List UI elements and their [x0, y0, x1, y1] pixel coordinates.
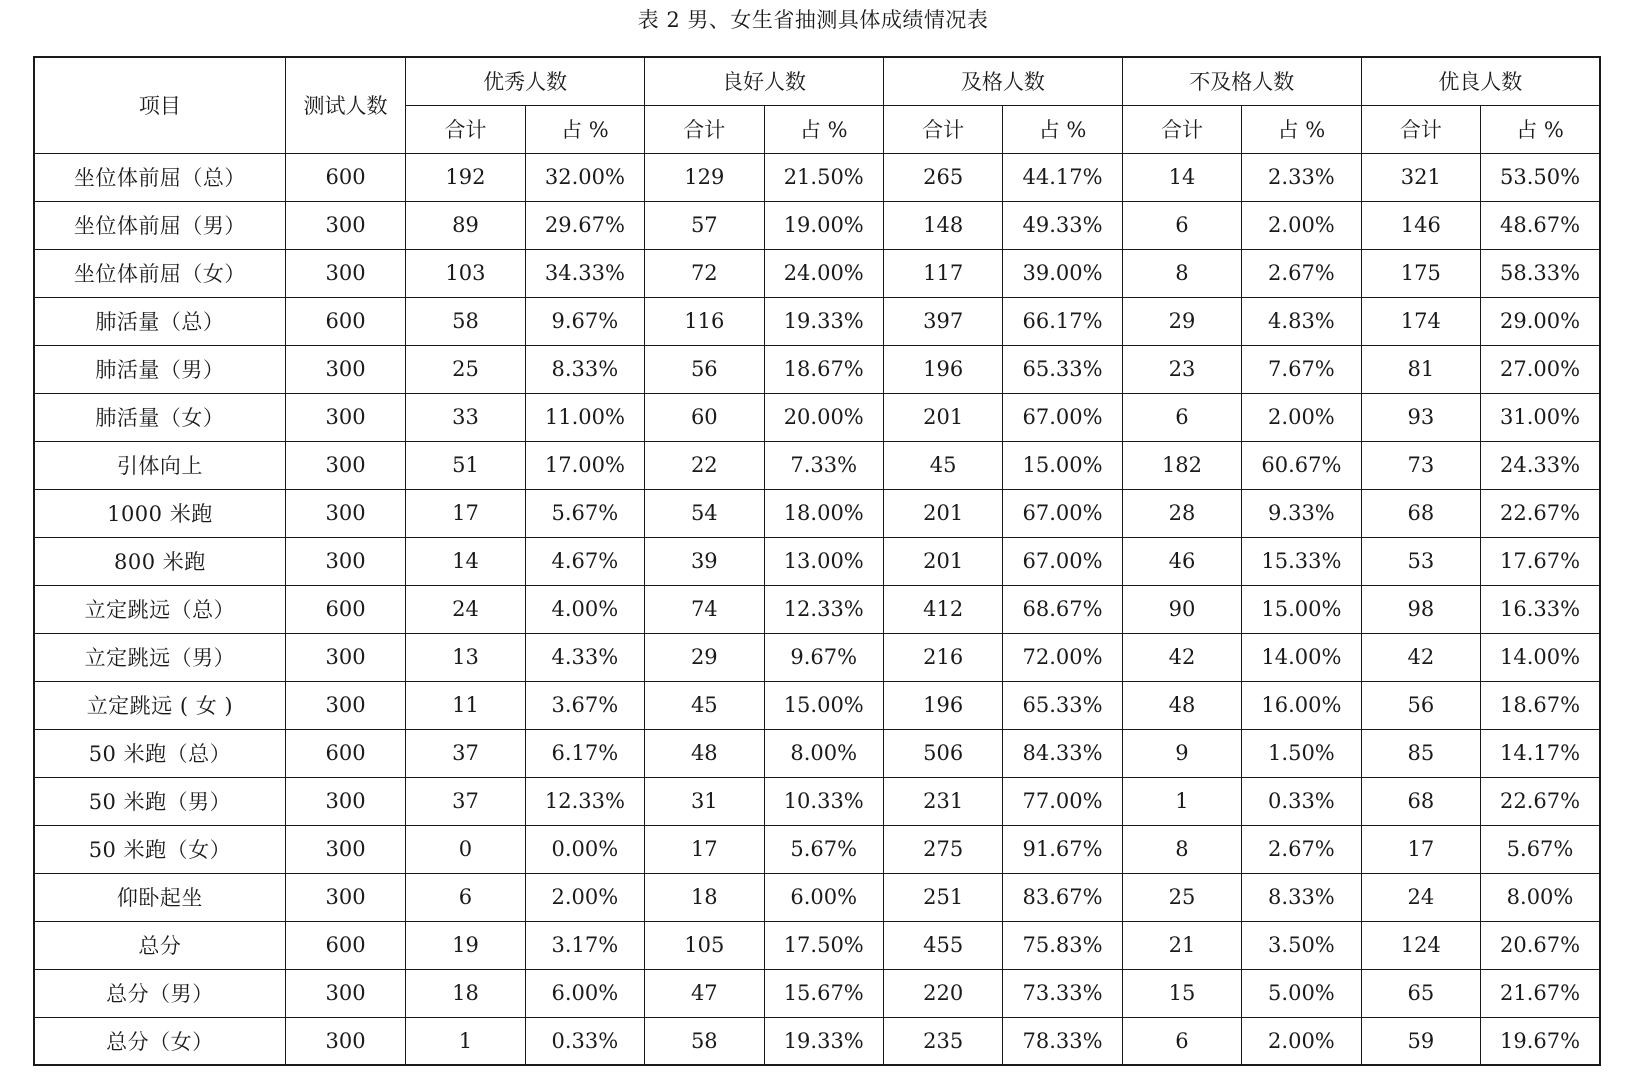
cell-pass-total: 506: [883, 729, 1002, 777]
header-sub-percent: 占 %: [1003, 105, 1122, 153]
cell-pass-percent: 67.00%: [1003, 393, 1122, 441]
table-row: [34, 393, 1600, 441]
row-item-name: 总分: [34, 921, 285, 969]
row-item-name: 引体向上: [34, 441, 285, 489]
cell-good-percent: 17.50%: [764, 921, 883, 969]
cell-excellent-total: 103: [406, 249, 525, 297]
cell-excellent-percent: 3.17%: [525, 921, 644, 969]
cell-fail-percent: 9.33%: [1242, 489, 1361, 537]
cell-excellent-percent: 11.00%: [525, 393, 644, 441]
row-item-name: 肺活量（女）: [34, 393, 285, 441]
cell-good-percent: 19.00%: [764, 201, 883, 249]
cell-fail-total: 48: [1122, 681, 1241, 729]
cell-fail-percent: 5.00%: [1242, 969, 1361, 1017]
cell-fail-total: 28: [1122, 489, 1241, 537]
cell-pass-total: 196: [883, 345, 1002, 393]
row-item-name: 总分（女）: [34, 1017, 285, 1065]
cell-excellent-good-percent: 22.67%: [1481, 489, 1600, 537]
cell-pass-percent: 73.33%: [1003, 969, 1122, 1017]
cell-good-percent: 15.67%: [764, 969, 883, 1017]
table-row: [34, 969, 1600, 1017]
cell-excellent-good-total: 24: [1361, 873, 1480, 921]
cell-pass-percent: 84.33%: [1003, 729, 1122, 777]
cell-good-percent: 10.33%: [764, 777, 883, 825]
cell-excellent-good-percent: 17.67%: [1481, 537, 1600, 585]
table-row: [34, 777, 1600, 825]
cell-fail-percent: 3.50%: [1242, 921, 1361, 969]
cell-pass-percent: 15.00%: [1003, 441, 1122, 489]
cell-fail-total: 6: [1122, 201, 1241, 249]
cell-good-total: 48: [645, 729, 764, 777]
row-test-count: 300: [285, 1017, 405, 1065]
row-test-count: 300: [285, 777, 405, 825]
row-test-count: 300: [285, 873, 405, 921]
cell-excellent-percent: 34.33%: [525, 249, 644, 297]
table-row: [34, 201, 1600, 249]
cell-pass-total: 196: [883, 681, 1002, 729]
cell-pass-total: 148: [883, 201, 1002, 249]
cell-excellent-total: 192: [406, 153, 525, 201]
row-item-name: 立定跳远 ( 女 ): [34, 681, 285, 729]
cell-good-total: 60: [645, 393, 764, 441]
table-row: [34, 441, 1600, 489]
row-item-name: 800 米跑: [34, 537, 285, 585]
cell-fail-total: 42: [1122, 633, 1241, 681]
cell-excellent-good-percent: 8.00%: [1481, 873, 1600, 921]
cell-pass-percent: 66.17%: [1003, 297, 1122, 345]
row-item-name: 仰卧起坐: [34, 873, 285, 921]
cell-excellent-percent: 0.33%: [525, 1017, 644, 1065]
cell-excellent-percent: 12.33%: [525, 777, 644, 825]
header-item: 项目: [34, 57, 285, 153]
cell-fail-percent: 8.33%: [1242, 873, 1361, 921]
cell-fail-total: 23: [1122, 345, 1241, 393]
row-item-name: 50 米跑（总）: [34, 729, 285, 777]
cell-good-percent: 8.00%: [764, 729, 883, 777]
cell-excellent-good-percent: 5.67%: [1481, 825, 1600, 873]
row-test-count: 300: [285, 249, 405, 297]
row-item-name: 立定跳远（男）: [34, 633, 285, 681]
table-row: [34, 585, 1600, 633]
cell-excellent-good-percent: 16.33%: [1481, 585, 1600, 633]
cell-fail-total: 1: [1122, 777, 1241, 825]
cell-excellent-total: 18: [406, 969, 525, 1017]
row-item-name: 坐位体前屈（总）: [34, 153, 285, 201]
cell-fail-percent: 60.67%: [1242, 441, 1361, 489]
cell-good-percent: 18.67%: [764, 345, 883, 393]
cell-excellent-good-percent: 48.67%: [1481, 201, 1600, 249]
header-group-fail: 不及格人数: [1122, 57, 1361, 105]
cell-excellent-good-percent: 31.00%: [1481, 393, 1600, 441]
cell-excellent-good-percent: 29.00%: [1481, 297, 1600, 345]
cell-fail-percent: 2.00%: [1242, 201, 1361, 249]
cell-good-total: 47: [645, 969, 764, 1017]
cell-excellent-good-total: 175: [1361, 249, 1480, 297]
cell-excellent-good-total: 56: [1361, 681, 1480, 729]
cell-good-percent: 7.33%: [764, 441, 883, 489]
cell-fail-percent: 15.33%: [1242, 537, 1361, 585]
cell-excellent-good-total: 17: [1361, 825, 1480, 873]
cell-fail-percent: 4.83%: [1242, 297, 1361, 345]
cell-excellent-good-percent: 24.33%: [1481, 441, 1600, 489]
cell-fail-total: 6: [1122, 393, 1241, 441]
cell-fail-total: 21: [1122, 921, 1241, 969]
header-test-count: 测试人数: [285, 57, 405, 153]
table-row: [34, 681, 1600, 729]
cell-pass-percent: 75.83%: [1003, 921, 1122, 969]
cell-excellent-total: 58: [406, 297, 525, 345]
header-sub-total: 合计: [1361, 105, 1480, 153]
cell-good-total: 31: [645, 777, 764, 825]
cell-excellent-percent: 4.33%: [525, 633, 644, 681]
cell-good-percent: 19.33%: [764, 1017, 883, 1065]
cell-excellent-total: 14: [406, 537, 525, 585]
row-test-count: 300: [285, 201, 405, 249]
cell-fail-total: 29: [1122, 297, 1241, 345]
cell-excellent-good-total: 53: [1361, 537, 1480, 585]
row-item-name: 1000 米跑: [34, 489, 285, 537]
table-header: [34, 57, 1600, 153]
cell-excellent-good-total: 321: [1361, 153, 1480, 201]
cell-excellent-good-total: 124: [1361, 921, 1480, 969]
table-row: [34, 825, 1600, 873]
cell-pass-total: 117: [883, 249, 1002, 297]
cell-good-percent: 12.33%: [764, 585, 883, 633]
row-item-name: 肺活量（男）: [34, 345, 285, 393]
row-test-count: 600: [285, 297, 405, 345]
cell-excellent-total: 24: [406, 585, 525, 633]
cell-fail-total: 182: [1122, 441, 1241, 489]
cell-good-total: 29: [645, 633, 764, 681]
cell-fail-total: 6: [1122, 1017, 1241, 1065]
cell-pass-percent: 68.67%: [1003, 585, 1122, 633]
cell-excellent-good-percent: 58.33%: [1481, 249, 1600, 297]
header-sub-percent: 占 %: [525, 105, 644, 153]
cell-excellent-total: 11: [406, 681, 525, 729]
cell-excellent-good-total: 98: [1361, 585, 1480, 633]
cell-pass-total: 265: [883, 153, 1002, 201]
header-sub-total: 合计: [1122, 105, 1241, 153]
cell-excellent-good-total: 68: [1361, 489, 1480, 537]
cell-good-percent: 20.00%: [764, 393, 883, 441]
cell-pass-percent: 65.33%: [1003, 681, 1122, 729]
cell-excellent-good-total: 174: [1361, 297, 1480, 345]
cell-fail-total: 25: [1122, 873, 1241, 921]
cell-excellent-good-percent: 20.67%: [1481, 921, 1600, 969]
cell-pass-total: 220: [883, 969, 1002, 1017]
cell-pass-total: 45: [883, 441, 1002, 489]
row-item-name: 立定跳远（总）: [34, 585, 285, 633]
row-test-count: 600: [285, 585, 405, 633]
cell-fail-percent: 15.00%: [1242, 585, 1361, 633]
cell-good-total: 18: [645, 873, 764, 921]
row-test-count: 300: [285, 969, 405, 1017]
row-item-name: 肺活量（总）: [34, 297, 285, 345]
row-test-count: 300: [285, 825, 405, 873]
row-item-name: 坐位体前屈（女）: [34, 249, 285, 297]
cell-excellent-total: 89: [406, 201, 525, 249]
header-row-groups: [34, 57, 1600, 105]
cell-good-total: 22: [645, 441, 764, 489]
cell-pass-total: 201: [883, 489, 1002, 537]
cell-fail-total: 9: [1122, 729, 1241, 777]
row-test-count: 600: [285, 921, 405, 969]
cell-excellent-total: 17: [406, 489, 525, 537]
cell-good-percent: 9.67%: [764, 633, 883, 681]
table-row: [34, 153, 1600, 201]
cell-fail-total: 14: [1122, 153, 1241, 201]
cell-excellent-good-total: 65: [1361, 969, 1480, 1017]
cell-excellent-total: 0: [406, 825, 525, 873]
cell-pass-total: 275: [883, 825, 1002, 873]
cell-pass-percent: 67.00%: [1003, 537, 1122, 585]
cell-fail-total: 46: [1122, 537, 1241, 585]
cell-excellent-good-percent: 27.00%: [1481, 345, 1600, 393]
cell-fail-percent: 2.67%: [1242, 249, 1361, 297]
cell-pass-percent: 91.67%: [1003, 825, 1122, 873]
cell-good-total: 39: [645, 537, 764, 585]
table-row: [34, 249, 1600, 297]
cell-fail-percent: 2.00%: [1242, 393, 1361, 441]
header-sub-total: 合计: [883, 105, 1002, 153]
cell-pass-percent: 72.00%: [1003, 633, 1122, 681]
cell-good-percent: 18.00%: [764, 489, 883, 537]
table-row: [34, 1017, 1600, 1065]
cell-excellent-good-total: 68: [1361, 777, 1480, 825]
cell-fail-total: 90: [1122, 585, 1241, 633]
row-test-count: 300: [285, 345, 405, 393]
cell-pass-total: 235: [883, 1017, 1002, 1065]
cell-fail-percent: 0.33%: [1242, 777, 1361, 825]
cell-excellent-good-percent: 22.67%: [1481, 777, 1600, 825]
row-test-count: 300: [285, 441, 405, 489]
cell-good-percent: 19.33%: [764, 297, 883, 345]
table-row: [34, 489, 1600, 537]
cell-pass-total: 216: [883, 633, 1002, 681]
cell-excellent-good-total: 93: [1361, 393, 1480, 441]
cell-excellent-good-total: 81: [1361, 345, 1480, 393]
row-item-name: 坐位体前屈（男）: [34, 201, 285, 249]
cell-pass-percent: 77.00%: [1003, 777, 1122, 825]
cell-fail-total: 15: [1122, 969, 1241, 1017]
cell-excellent-percent: 3.67%: [525, 681, 644, 729]
cell-good-total: 74: [645, 585, 764, 633]
header-sub-total: 合计: [645, 105, 764, 153]
cell-fail-total: 8: [1122, 825, 1241, 873]
cell-excellent-total: 33: [406, 393, 525, 441]
cell-fail-percent: 2.67%: [1242, 825, 1361, 873]
cell-good-total: 17: [645, 825, 764, 873]
table-row: [34, 729, 1600, 777]
cell-fail-total: 8: [1122, 249, 1241, 297]
cell-pass-total: 397: [883, 297, 1002, 345]
score-table: [33, 56, 1601, 1066]
cell-fail-percent: 14.00%: [1242, 633, 1361, 681]
header-sub-total: 合计: [406, 105, 525, 153]
cell-good-percent: 6.00%: [764, 873, 883, 921]
cell-pass-total: 412: [883, 585, 1002, 633]
cell-excellent-percent: 8.33%: [525, 345, 644, 393]
cell-excellent-percent: 6.00%: [525, 969, 644, 1017]
cell-excellent-good-total: 85: [1361, 729, 1480, 777]
header-sub-percent: 占 %: [1242, 105, 1361, 153]
cell-good-total: 116: [645, 297, 764, 345]
cell-excellent-percent: 6.17%: [525, 729, 644, 777]
cell-excellent-percent: 32.00%: [525, 153, 644, 201]
row-item-name: 50 米跑（女）: [34, 825, 285, 873]
table-row: [34, 633, 1600, 681]
cell-good-total: 129: [645, 153, 764, 201]
header-sub-percent: 占 %: [764, 105, 883, 153]
header-group-pass: 及格人数: [883, 57, 1122, 105]
table-row: [34, 297, 1600, 345]
cell-fail-percent: 7.67%: [1242, 345, 1361, 393]
cell-excellent-total: 6: [406, 873, 525, 921]
cell-good-percent: 21.50%: [764, 153, 883, 201]
cell-good-total: 54: [645, 489, 764, 537]
cell-good-percent: 24.00%: [764, 249, 883, 297]
row-item-name: 总分（男）: [34, 969, 285, 1017]
cell-good-total: 72: [645, 249, 764, 297]
cell-excellent-percent: 4.67%: [525, 537, 644, 585]
cell-excellent-total: 13: [406, 633, 525, 681]
cell-excellent-good-total: 59: [1361, 1017, 1480, 1065]
cell-fail-percent: 2.33%: [1242, 153, 1361, 201]
table-row: [34, 873, 1600, 921]
row-test-count: 600: [285, 153, 405, 201]
cell-excellent-total: 51: [406, 441, 525, 489]
table-row: [34, 345, 1600, 393]
row-test-count: 300: [285, 393, 405, 441]
cell-excellent-good-total: 146: [1361, 201, 1480, 249]
table-row: [34, 537, 1600, 585]
row-test-count: 300: [285, 633, 405, 681]
cell-excellent-total: 25: [406, 345, 525, 393]
cell-pass-percent: 44.17%: [1003, 153, 1122, 201]
cell-good-total: 56: [645, 345, 764, 393]
cell-good-total: 105: [645, 921, 764, 969]
cell-good-total: 58: [645, 1017, 764, 1065]
cell-pass-percent: 78.33%: [1003, 1017, 1122, 1065]
cell-excellent-percent: 5.67%: [525, 489, 644, 537]
cell-excellent-percent: 29.67%: [525, 201, 644, 249]
cell-excellent-total: 37: [406, 777, 525, 825]
cell-pass-total: 251: [883, 873, 1002, 921]
header-sub-percent: 占 %: [1481, 105, 1600, 153]
cell-fail-percent: 1.50%: [1242, 729, 1361, 777]
cell-excellent-percent: 9.67%: [525, 297, 644, 345]
cell-good-percent: 5.67%: [764, 825, 883, 873]
cell-excellent-good-percent: 14.17%: [1481, 729, 1600, 777]
cell-good-total: 45: [645, 681, 764, 729]
table-title: 表 2 男、女生省抽测具体成绩情况表: [637, 8, 989, 32]
cell-excellent-good-percent: 19.67%: [1481, 1017, 1600, 1065]
cell-good-percent: 15.00%: [764, 681, 883, 729]
cell-excellent-good-total: 42: [1361, 633, 1480, 681]
header-group-good: 良好人数: [645, 57, 884, 105]
row-item-name: 50 米跑（男）: [34, 777, 285, 825]
cell-pass-total: 201: [883, 393, 1002, 441]
table-body: [34, 153, 1600, 1065]
cell-pass-percent: 83.67%: [1003, 873, 1122, 921]
cell-pass-total: 231: [883, 777, 1002, 825]
cell-pass-percent: 49.33%: [1003, 201, 1122, 249]
row-test-count: 600: [285, 729, 405, 777]
row-test-count: 300: [285, 681, 405, 729]
cell-good-percent: 13.00%: [764, 537, 883, 585]
header-group-excellent-good: 优良人数: [1361, 57, 1600, 105]
cell-pass-percent: 39.00%: [1003, 249, 1122, 297]
header-group-excellent: 优秀人数: [406, 57, 645, 105]
cell-fail-percent: 16.00%: [1242, 681, 1361, 729]
cell-excellent-total: 1: [406, 1017, 525, 1065]
cell-excellent-good-percent: 21.67%: [1481, 969, 1600, 1017]
cell-excellent-percent: 17.00%: [525, 441, 644, 489]
row-test-count: 300: [285, 489, 405, 537]
cell-excellent-percent: 2.00%: [525, 873, 644, 921]
cell-excellent-total: 19: [406, 921, 525, 969]
cell-pass-total: 455: [883, 921, 1002, 969]
cell-fail-percent: 2.00%: [1242, 1017, 1361, 1065]
cell-excellent-good-percent: 53.50%: [1481, 153, 1600, 201]
cell-excellent-good-percent: 14.00%: [1481, 633, 1600, 681]
cell-good-total: 57: [645, 201, 764, 249]
row-test-count: 300: [285, 537, 405, 585]
cell-excellent-total: 37: [406, 729, 525, 777]
cell-pass-percent: 65.33%: [1003, 345, 1122, 393]
cell-excellent-good-total: 73: [1361, 441, 1480, 489]
cell-excellent-percent: 4.00%: [525, 585, 644, 633]
cell-excellent-percent: 0.00%: [525, 825, 644, 873]
cell-pass-total: 201: [883, 537, 1002, 585]
cell-excellent-good-percent: 18.67%: [1481, 681, 1600, 729]
cell-pass-percent: 67.00%: [1003, 489, 1122, 537]
table-row: [34, 921, 1600, 969]
